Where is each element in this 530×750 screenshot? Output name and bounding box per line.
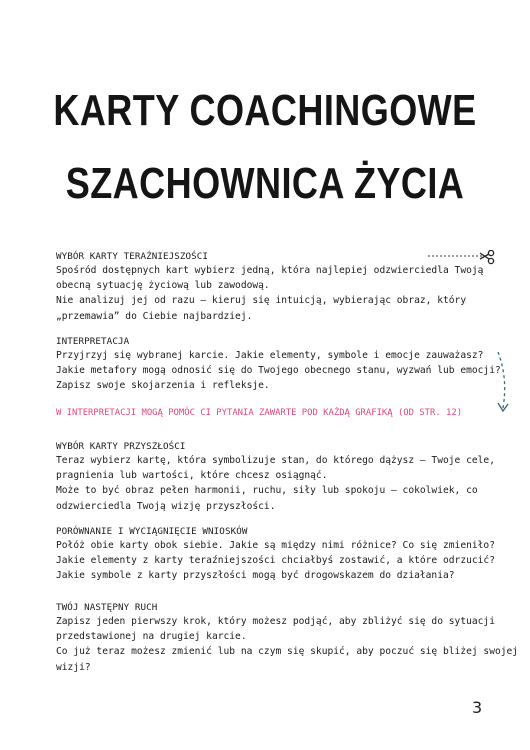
curved-arrow-icon <box>494 350 516 416</box>
section-line: Jakie metafory mogą odnosić się do Twojego obecnego stanu, wyzwań lub emocji? <box>56 365 501 377</box>
section-line: Jakie elementy z karty teraźniejszości chciałbyś zostawić, a które odrzucić? <box>56 555 495 567</box>
section-line: odzwierciedla Twoją wizję przyszłości. <box>56 500 276 512</box>
section-line: Co już teraz możesz zmienić lub na czym się skupić, aby poczuć się bliżej swojej <box>56 646 519 658</box>
section-heading: PORÓWNANIE I WYCIĄGNIĘCIE WNIOSKÓW <box>56 526 248 537</box>
section-line: Przyjrzyj się wybranej karcie. Jakie elementy, symbole i emocje zauważasz? <box>56 350 484 361</box>
section-line: Spośród dostępnych kart wybierz jedną, która najlepiej odzwierciedla Twoją <box>56 265 484 276</box>
page-number: 3 <box>472 698 483 717</box>
section-line: Może to być obraz pełen harmonii, ruchu, siły lub spokoju – cokolwiek, co <box>56 485 478 497</box>
section-heading: WYBÓR KARTY TERAŹNIEJSZOŚCI <box>56 251 209 262</box>
highlight-note: W INTERPRETACJI MOGĄ POMÓC CI PYTANIA ZAWARTE POD KAŻDĄ GRAFIKĄ (OD STR. 12) <box>56 408 463 418</box>
section-next-move <box>56 602 519 675</box>
title-line-1: KARTY COACHINGOWE <box>53 86 477 135</box>
section-interpretation <box>56 336 501 394</box>
title-line-2: SZACHOWNICA ŻYCIA <box>65 159 465 208</box>
section-line: wizji? <box>56 661 91 673</box>
section-line: Zapisz swoje skojarzenia i refleksje. <box>56 380 270 392</box>
section-present-card <box>56 251 496 324</box>
section-line: pragnienia lub wartości, które chcesz osiągnąć. <box>56 470 328 482</box>
section-heading: INTERPRETACJA <box>56 336 130 347</box>
section-heading: WYBÓR KARTY PRZYSZŁOŚCI <box>56 441 186 452</box>
section-line: przedstawionej na drugiej karcie. <box>56 631 247 643</box>
section-future-card <box>56 441 496 514</box>
section-line: Nie analizuj jej od razu – kieruj się intuicją, wybierając obraz, który <box>56 295 467 307</box>
section-line: obecną sytuację życiową lub zawodową. <box>56 280 270 292</box>
section-line: Teraz wybierz kartę, która symbolizuje stan, do którego dążysz – Twoje cele, <box>56 455 495 466</box>
section-line: „przemawia” do Ciebie najbardziej. <box>56 310 253 322</box>
section-line: Jakie symbole z karty przyszłości mogą być drogowskazem do działania? <box>56 570 455 582</box>
section-line: Zapisz jeden pierwszy krok, który możesz podjąć, aby zbliżyć się do sytuacji <box>56 616 495 627</box>
section-line: Połóż obie karty obok siebie. Jakie są między nimi różnice? Co się zmieniło? <box>56 540 495 551</box>
section-comparison <box>56 526 496 584</box>
section-heading: TWÓJ NASTĘPNY RUCH <box>56 602 158 613</box>
